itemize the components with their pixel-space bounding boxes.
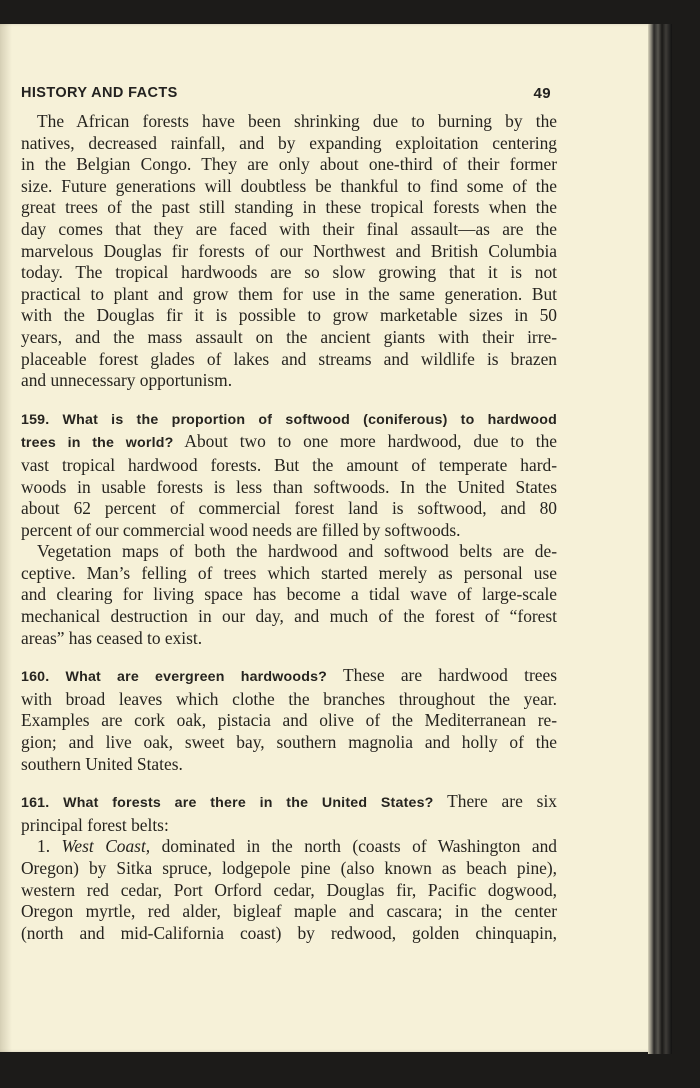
intro-paragraph [21, 111, 557, 392]
answer-text: dominated in the north (coasts of Washington and [161, 836, 557, 857]
text-line [21, 665, 557, 689]
body-text [21, 111, 557, 944]
question-160-heading: 160. What are evergreen hardwoods? [21, 669, 328, 686]
text-line: day comes that they are faced with their final assault—as are the [21, 218, 557, 239]
text-line: mechanical destruction in our day, and much of the forest of “forest [21, 606, 557, 627]
binding-shadow [0, 24, 12, 1052]
text-line: in the Belgian Congo. They are only about one-third of their former [21, 154, 557, 175]
text-line: The African forests have been shrinking due to burning by the [37, 111, 557, 131]
text-line: woods in usable forests is less than softwoods. In the United States [21, 476, 557, 497]
text-line: Oregon) by Sitka spruce, lodgepole pine (also known as beach pine), [21, 858, 557, 878]
text-line: vast tropical hardwood forests. But the amount of temperate hard- [21, 454, 557, 475]
text-line: ceptive. Man’s felling of trees which started merely as personal use [21, 562, 557, 583]
question-161 [21, 791, 557, 944]
text-line: placeable forest glades of lakes and streams and wildlife is brazen [21, 348, 557, 369]
text-line [21, 431, 557, 455]
question-159-heading: 159. What is the proportion of softwood (coniferous) to hardwood [21, 411, 557, 428]
page-number: 49 [533, 85, 551, 102]
region-name: West Coast, [61, 836, 151, 857]
text-line: natives, decreased rainfall, and by expanding exploitation centering [21, 132, 557, 153]
text-line: Oregon myrtle, red alder, bigleaf maple and cascara; in the center [21, 901, 557, 922]
text-line: areas” has ceased to exist. [21, 627, 203, 648]
answer-text: About two to one more hardwood, due to the [184, 431, 557, 452]
question-159-heading-cont: trees in the world? [21, 435, 174, 452]
text-line: with the Douglas fir it is possible to grow marketable sizes in 50 [21, 305, 557, 326]
page-edge-stack [648, 24, 672, 1054]
text-line: principal forest belts: [21, 814, 169, 835]
text-line: marvelous Douglas fir forests of our Northwest and British Columbia [21, 240, 557, 261]
answer-text: There are six [447, 791, 557, 812]
list-number: 1. [37, 836, 51, 857]
text-line: with broad leaves which clothe the branches throughout the year. [21, 688, 557, 709]
text-line: Examples are cork oak, pistacia and olive of the Mediterranean re- [21, 710, 557, 731]
question-159 [21, 408, 557, 650]
running-head [21, 85, 551, 107]
question-160 [21, 665, 557, 775]
text-line [21, 836, 557, 858]
text-line: and unnecessary opportunism. [21, 370, 233, 391]
text-line: great trees of the past still standing in these tropical forests when the [21, 197, 557, 218]
text-line: about 62 percent of commercial forest land is softwood, and 80 [21, 498, 557, 519]
question-heading [21, 408, 557, 432]
text-line: Vegetation maps of both the hardwood and softwood belts are de- [37, 541, 557, 562]
text-line: gion; and live oak, sweet bay, southern magnolia and holly of the [21, 732, 557, 753]
question-161-heading: 161. What forests are there in the United States? [21, 795, 434, 812]
text-line [21, 791, 557, 815]
text-line: southern United States. [21, 753, 183, 774]
text-line: western red cedar, Port Orford cedar, Douglas fir, Pacific dogwood, [21, 879, 557, 900]
text-line: (north and mid-California coast) by redwood, golden chinquapin, [21, 922, 557, 943]
text-line: and clearing for living space has become a tidal wave of large-scale [21, 584, 557, 605]
running-head-title: HISTORY AND FACTS [21, 85, 178, 101]
text-line: size. Future generations will doubtless be thankful to find some of the [21, 175, 557, 196]
text-line: years, and the mass assault on the ancient giants with their irre- [21, 326, 557, 347]
text-line: percent of our commercial wood needs are filled by softwoods. [21, 519, 461, 540]
text-line: practical to plant and grow them for use in the same generation. But [21, 283, 557, 304]
text-line: today. The tropical hardwoods are so slow growing that it is not [21, 262, 557, 283]
answer-text: These are hardwood trees [343, 665, 557, 686]
